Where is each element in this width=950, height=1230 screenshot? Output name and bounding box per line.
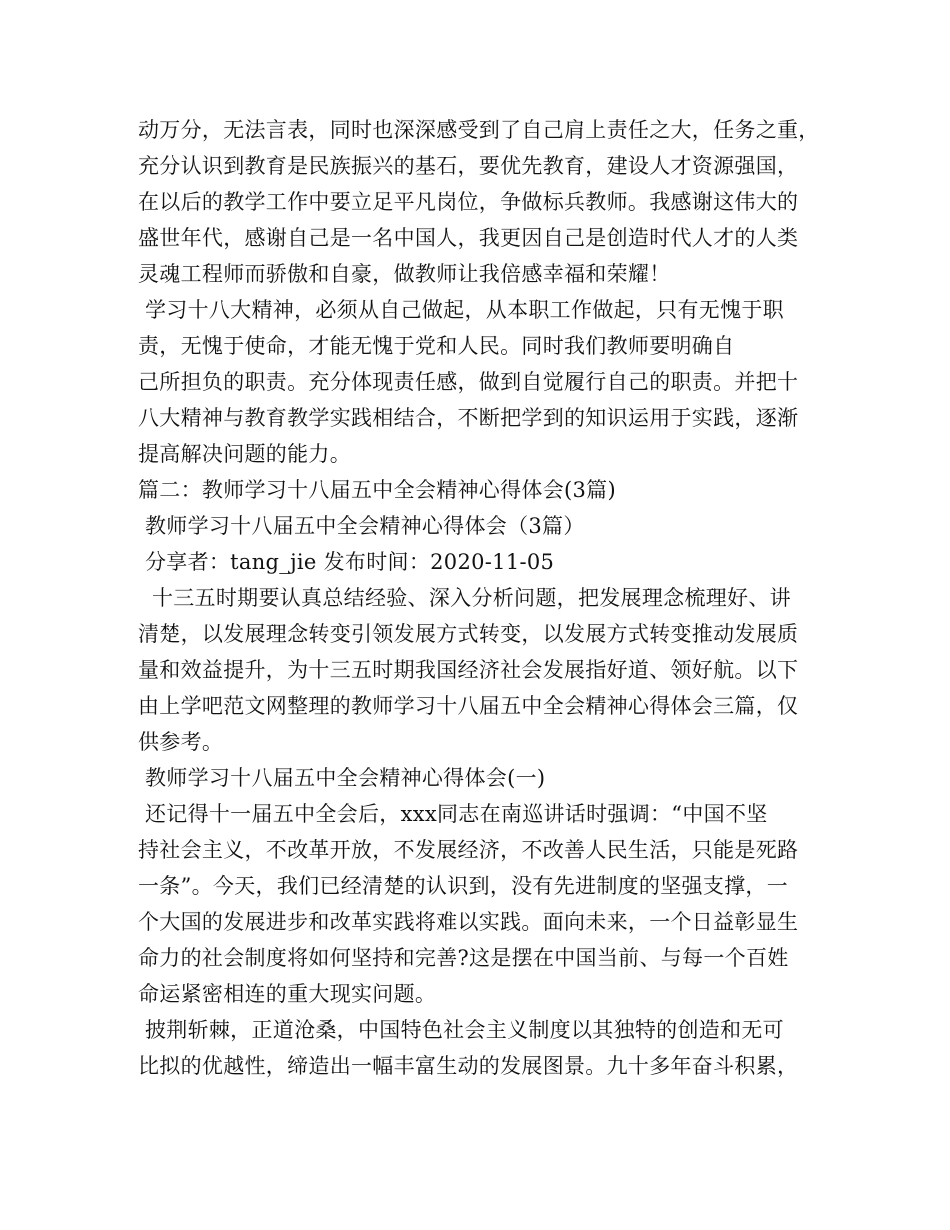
text-line: 清楚，以发展理念转变引领发展方式转变，以发展方式转变推动发展质 bbox=[138, 622, 799, 646]
text-line: 充分认识到教育是民族振兴的基石，要优先教育，建设人才资源强国， bbox=[138, 154, 799, 178]
text-line: 十三五时期要认真总结经验、深入分析问题，把发展理念梳理好、讲 bbox=[138, 586, 791, 610]
text-line: 一条”。今天，我们已经清楚的认识到，没有先进制度的坚强支撑，一 bbox=[138, 874, 789, 898]
text-line: 还记得十一届五中全会后，xxx同志在南巡讲话时强调：“中国不坚 bbox=[138, 802, 768, 826]
text-line: 在以后的教学工作中要立足平凡岗位，争做标兵教师。我感谢这伟大的 bbox=[138, 190, 799, 214]
text-line: 动万分，无法言表，同时也深深感受到了自己肩上责任之大，任务之重， bbox=[138, 118, 820, 142]
text-line: 学习十八大精神，必须从自己做起，从本职工作做起，只有无愧于职 bbox=[138, 298, 784, 322]
article-title: 教师学习十八届五中全会精神心得体会（3篇） bbox=[138, 514, 585, 538]
text-line: 命力的社会制度将如何坚持和完善?这是摆在中国当前、与每一个百姓 bbox=[138, 946, 789, 970]
text-line: 己所担负的职责。充分体现责任感，做到自觉履行自己的职责。并把十 bbox=[138, 370, 799, 394]
text-line: 供参考。 bbox=[138, 730, 224, 754]
text-line: 责，无愧于使命，才能无愧于党和人民。同时我们教师要明确自 bbox=[138, 334, 735, 358]
text-line: 命运紧密相连的重大现实问题。 bbox=[138, 982, 437, 1006]
text-line: 由上学吧范文网整理的教师学习十八届五中全会精神心得体会三篇，仅 bbox=[138, 694, 799, 718]
text-line: 灵魂工程师而骄傲和自豪，做教师让我倍感幸福和荣耀！ bbox=[138, 262, 671, 286]
text-line: 披荆斩棘，正道沧桑，中国特色社会主义制度以其独特的创造和无可 bbox=[138, 1018, 784, 1042]
text-line: 八大精神与教育教学实践相结合，不断把学到的知识运用于实践，逐渐 bbox=[138, 406, 799, 430]
section-heading: 篇二：教师学习十八届五中全会精神心得体会(3篇) bbox=[138, 478, 616, 502]
text-line: 量和效益提升，为十三五时期我国经济社会发展指好道、领好航。以下 bbox=[138, 658, 799, 682]
text-line: 个大国的发展进步和改革实践将难以实践。面向未来，一个日益彰显生 bbox=[138, 910, 799, 934]
text-line: 提高解决问题的能力。 bbox=[138, 442, 351, 466]
byline: 分享者：tang_jie 发布时间：2020-11-05 bbox=[138, 550, 555, 574]
subsection-heading: 教师学习十八届五中全会精神心得体会(一) bbox=[138, 766, 546, 790]
text-line: 比拟的优越性，缔造出一幅丰富生动的发展图景。九十多年奋斗积累， bbox=[138, 1054, 799, 1078]
text-line: 盛世年代，感谢自己是一名中国人，我更因自己是创造时代人才的人类 bbox=[138, 226, 799, 250]
text-line: 持社会主义，不改革开放，不发展经济，不改善人民生活，只能是死路 bbox=[138, 838, 799, 862]
